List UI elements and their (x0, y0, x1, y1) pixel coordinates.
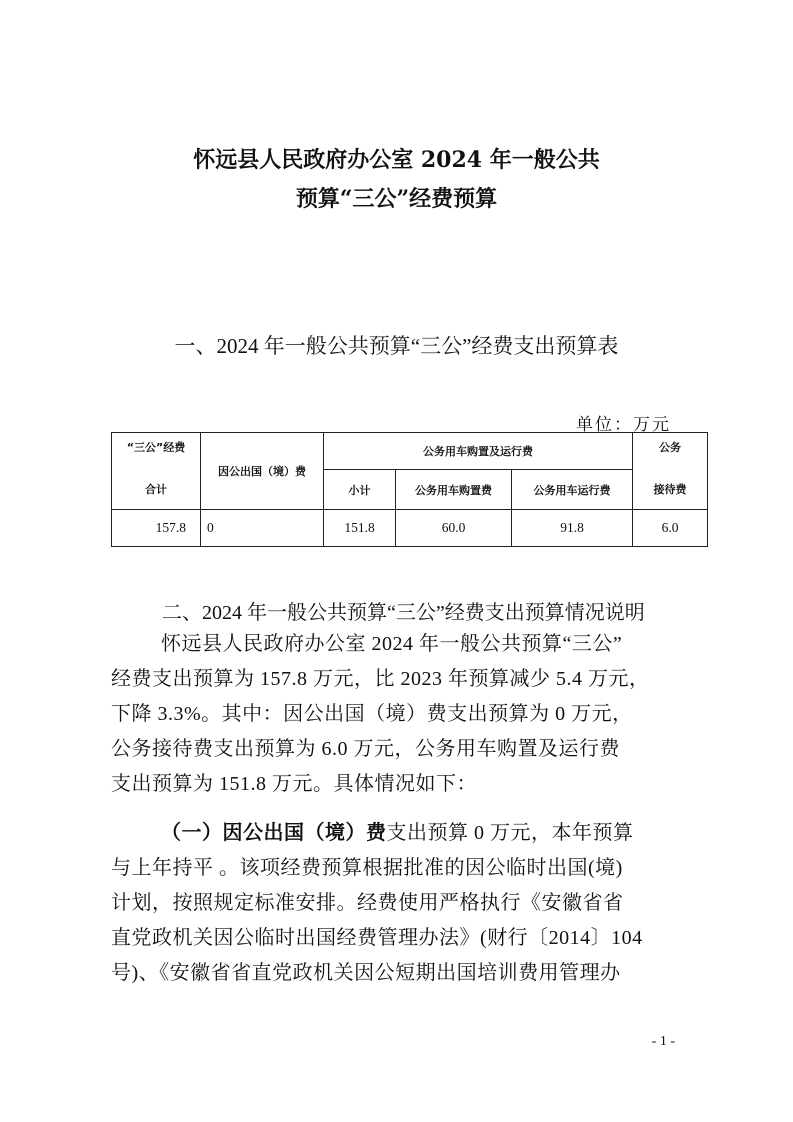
cell-subtotal: 151.8 (324, 510, 396, 547)
section1-heading: 一、2024 年一般公共预算“三公”经费支出预算表 (174, 334, 619, 358)
unit-label: 单位：万元 (576, 415, 671, 434)
cell-reception: 6.0 (633, 510, 708, 547)
cell-vehicle-operation: 91.8 (512, 510, 633, 547)
header-reception: 公务 接待费 (633, 433, 708, 510)
paragraph-2 (111, 816, 683, 991)
section2-heading: 二、2024 年一般公共预算“三公”经费支出预算情况说明 (162, 602, 645, 624)
paragraph-1-line: 经费支出预算为 157.8 万元，比 2023 年预算减少 5.4 万元， (111, 668, 650, 690)
table-row (112, 510, 708, 547)
cell-total: 157.8 (112, 510, 201, 547)
header-abroad: 因公出国（境）费 (201, 433, 324, 510)
header-vehicle-purchase: 公务用车购置费 (396, 470, 512, 510)
header-vehicle-operation: 公务用车运行费 (512, 470, 633, 510)
cell-abroad: 0 (201, 510, 324, 547)
document-title-line1: 怀远县人民政府办公室 2024 年一般公共 (193, 147, 600, 173)
paragraph-2-first-line (111, 816, 683, 851)
cell-vehicle-purchase: 60.0 (396, 510, 512, 547)
paragraph-2-heading: （一）因公出国（境）费 (161, 822, 387, 844)
paragraph-2-first-text: 支出预算 0 万元，本年预算 (386, 822, 634, 844)
paragraph-1 (111, 627, 683, 802)
page-number: - 1 - (651, 1034, 675, 1049)
paragraph-2-line: 计划，按照规定标准安排。经费使用严格执行《安徽省省 (111, 892, 624, 914)
paragraph-1-line: 怀远县人民政府办公室 2024 年一般公共预算“三公” (161, 633, 623, 655)
paragraph-1-line: 支出预算为 151.8 万元。具体情况如下： (111, 773, 477, 795)
paragraph-1-line: 公务接待费支出预算为 6.0 万元，公务用车购置及运行费 (111, 738, 620, 760)
paragraph-2-line: 与上年持平 。该项经费预算根据批准的因公临时出国(境) (111, 857, 623, 879)
header-vehicle-group: 公务用车购置及运行费 (324, 433, 633, 470)
paragraph-2-line: 直党政机关因公临时出国经费管理办法》(财行〔2014〕104 (111, 927, 643, 949)
budget-table (111, 432, 708, 547)
paragraph-2-line: 号)、《安徽省省直党政机关因公短期出国培训费用管理办 (111, 962, 621, 984)
paragraph-1-line: 下降 3.3%。其中：因公出国（境）费支出预算为 0 万元， (111, 703, 633, 725)
table-header-row (112, 433, 708, 470)
document-title-line2: 预算“三公”经费预算 (295, 186, 498, 212)
header-total: “三公”经费 合计 (112, 433, 201, 510)
header-subtotal: 小计 (324, 470, 396, 510)
